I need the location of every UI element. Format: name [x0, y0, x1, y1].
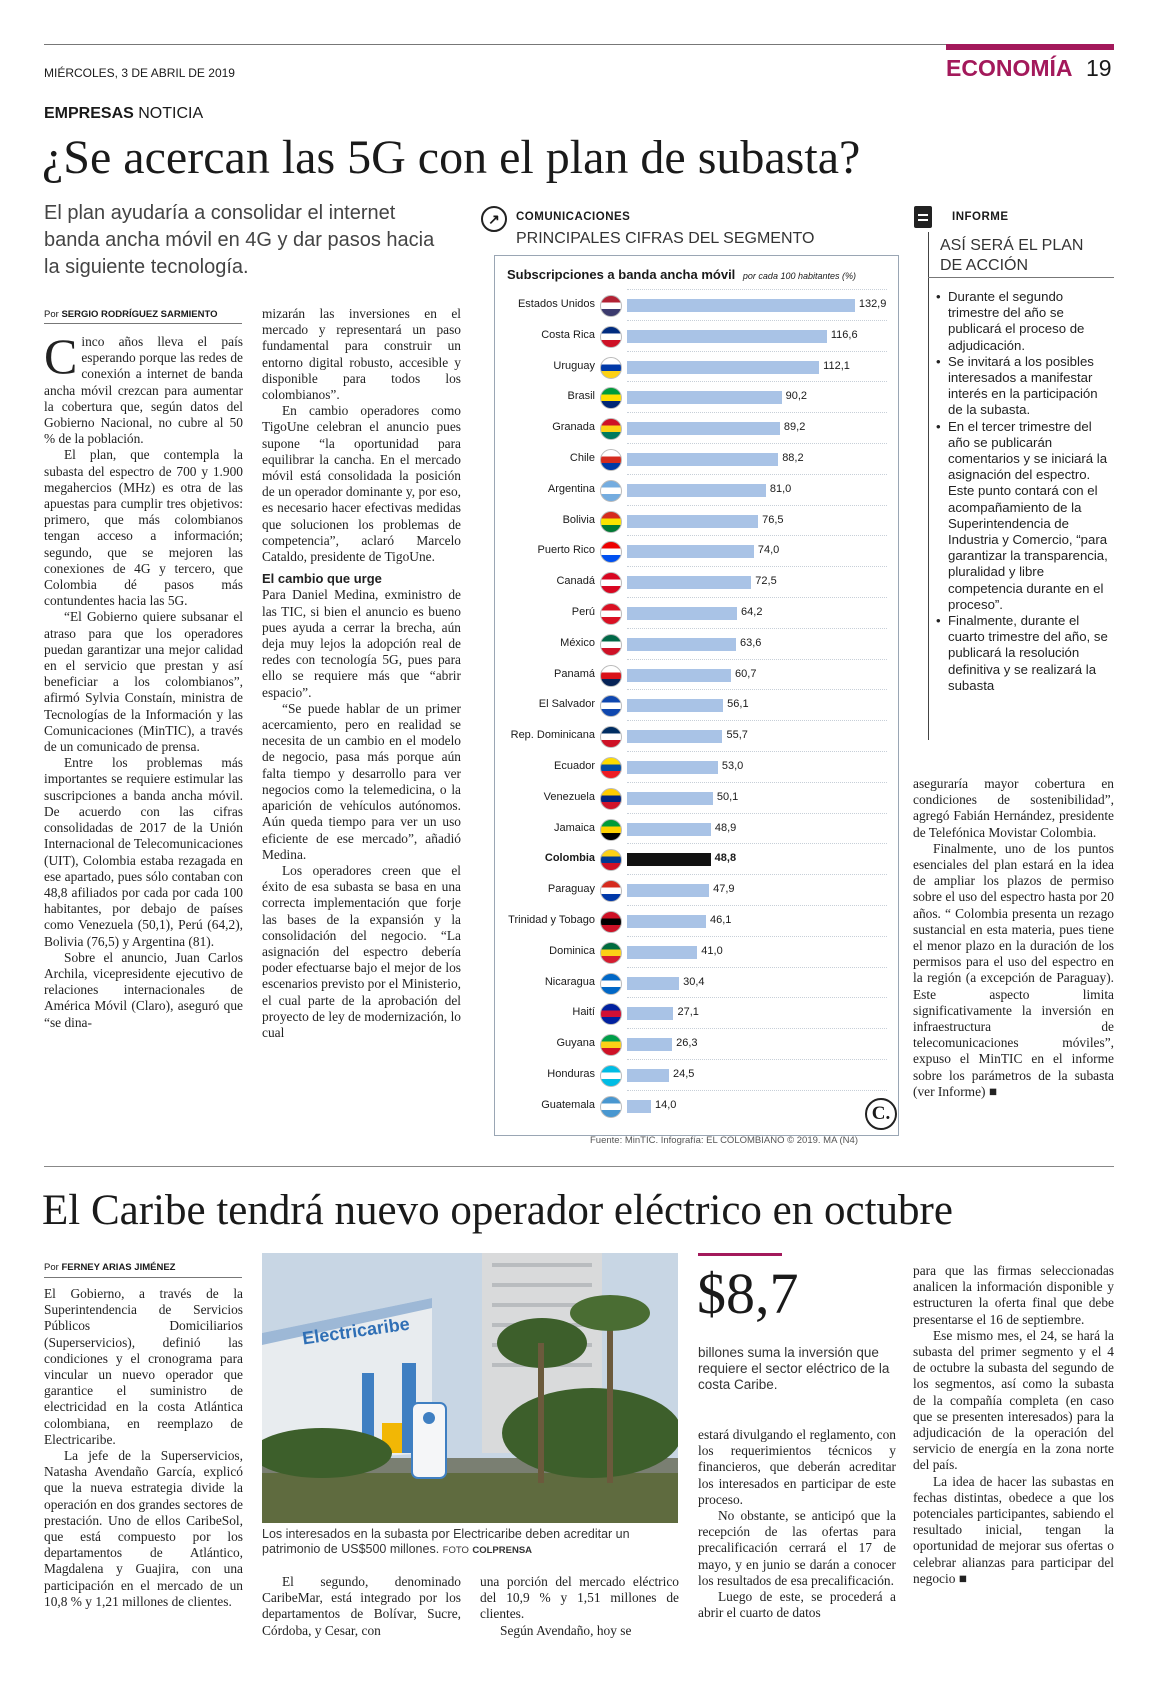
data-label: 30,4	[683, 975, 705, 988]
bar	[627, 607, 737, 620]
chart-row	[495, 689, 898, 720]
article2-column-4: estará divulgando el reglamento, con los requerimientos técnicos y financieros, que deberán acreditar los interesados en participar de este proceso. No obstante, se anticipó que la recepción de las ofertas para precalificación cerrará el 17 de mayo, y en junio se darán a conocer los resultados de esa precalificación. Luego de este, se procederá a abrir el cuarto de datos	[698, 1427, 896, 1621]
article-divider	[44, 1166, 1114, 1167]
grid-line	[627, 689, 887, 690]
data-label: 14,0	[655, 1098, 677, 1111]
byline-rule-2	[44, 1277, 242, 1278]
article-kicker	[44, 105, 203, 123]
flag-icon	[600, 788, 622, 810]
informe-kicker: INFORME	[952, 211, 1009, 223]
grid-line	[627, 535, 887, 536]
chart-row	[495, 628, 898, 659]
chart-row	[495, 474, 898, 505]
data-label: 72,5	[755, 575, 777, 588]
bar	[627, 946, 697, 959]
bar	[627, 1007, 673, 1020]
chart-row	[495, 505, 898, 536]
bar	[627, 299, 855, 312]
data-label: 41,0	[701, 944, 723, 957]
infographic-kicker: COMUNICACIONES	[516, 211, 631, 223]
chart-row	[495, 351, 898, 382]
bar	[627, 853, 711, 866]
informe-item: • En el tercer trimestre del año se publicarán comentarios y se iniciará la asignación del espectro. Este punto contará con el acompañamiento de la Superintendencia de Industria y Comercio, “para garantizar la transparencia, pluralidad y libre competencia durante en el proceso”.	[934, 419, 1114, 613]
chart-row	[495, 1028, 898, 1059]
data-label: 56,1	[727, 698, 749, 711]
grid-line	[627, 1028, 887, 1029]
informe-list	[934, 289, 1114, 694]
edition-date: MIÉRCOLES, 3 DE ABRIL DE 2019	[44, 66, 235, 80]
flag-icon	[600, 295, 622, 317]
bar	[627, 761, 718, 774]
data-label: 47,9	[713, 883, 735, 896]
author-name-2: FERNEY ARIAS JIMÉNEZ	[61, 1262, 176, 1273]
flag-icon	[600, 726, 622, 748]
grid-line	[627, 443, 887, 444]
kicker-bold: EMPRESAS	[44, 105, 134, 122]
bar	[627, 730, 722, 743]
chart-source: Fuente: MinTIC. Infografía: EL COLOMBIANO © 2019. MA (N4)	[590, 1135, 858, 1146]
data-label: 63,6	[740, 636, 762, 649]
data-label: 48,8	[714, 852, 737, 865]
category-label: Uruguay	[553, 359, 595, 372]
category-label: Puerto Rico	[537, 544, 595, 557]
document-icon	[914, 206, 932, 228]
flag-icon	[600, 973, 622, 995]
category-label: Brasil	[567, 390, 595, 403]
chart-row	[495, 813, 898, 844]
byline-2: Por FERNEY ARIAS JIMÉNEZ	[44, 1262, 176, 1273]
photo-caption: Los interesados en la subasta por Electricaribe deben acreditar un patrimonio de US$500 millones. FOTO COLPRENSA	[262, 1527, 630, 1556]
section-name: ECONOMÍA	[946, 55, 1073, 81]
data-label: 76,5	[762, 513, 784, 526]
photo-sign-text: Electricaribe	[301, 1313, 411, 1349]
bar	[627, 453, 778, 466]
page-number: 19	[1086, 55, 1112, 81]
flag-icon	[600, 603, 622, 625]
author-name: SERGIO RODRÍGUEZ SARMIENTO	[61, 309, 218, 320]
category-label: Canadá	[556, 575, 595, 588]
bar	[627, 638, 736, 651]
article2-column-2: El segundo, denominado CaribeMar, está integrado por los departamentos de Bolívar, Sucre, Córdoba, y Cesar, con	[262, 1574, 461, 1638]
flag-icon	[600, 1065, 622, 1087]
infographic-title: PRINCIPALES CIFRAS DEL SEGMENTO	[516, 230, 815, 247]
chart-row	[495, 320, 898, 351]
data-label: 74,0	[757, 544, 780, 557]
flag-icon	[600, 480, 622, 502]
category-label: México	[560, 636, 595, 649]
flag-icon	[600, 326, 622, 348]
chart-row	[495, 412, 898, 443]
informe-title-rule	[928, 277, 1114, 278]
grid-line	[627, 566, 887, 567]
category-label: Honduras	[547, 1068, 595, 1080]
flag-icon	[600, 911, 622, 933]
category-label: Estados Unidos	[517, 298, 595, 310]
informe-rule	[928, 232, 929, 740]
data-label: 50,1	[716, 790, 739, 803]
dropcap: C	[44, 328, 78, 384]
category-label: Paraguay	[547, 883, 595, 896]
category-label: Nicaragua	[544, 975, 595, 988]
category-label: Colombia	[544, 852, 595, 865]
category-label: Granada	[552, 421, 595, 434]
chart-row	[495, 289, 898, 320]
bar	[627, 484, 766, 497]
grid-line	[627, 1059, 887, 1060]
grid-line	[627, 813, 887, 814]
bar	[627, 545, 754, 558]
data-label: 48,9	[714, 821, 737, 834]
grid-line	[627, 1090, 887, 1091]
data-label: 60,7	[735, 667, 757, 680]
flag-icon	[600, 695, 622, 717]
flag-icon	[600, 1003, 622, 1025]
grid-line	[627, 320, 887, 321]
informe-item: • Se invitará a los posibles interesados a manifestar interés en la participación de la subasta.	[934, 354, 1114, 419]
bar	[627, 1100, 651, 1113]
bar	[627, 391, 782, 404]
category-label: Venezuela	[543, 790, 595, 803]
grid-line	[627, 843, 887, 844]
chart-row	[495, 597, 898, 628]
stat-accent-bar	[698, 1253, 782, 1256]
grid-line	[627, 936, 887, 937]
flag-icon	[600, 541, 622, 563]
data-label: 132,9	[858, 298, 887, 310]
chart-row	[495, 967, 898, 998]
data-label: 53,0	[721, 760, 744, 772]
kicker-type: NOTICIA	[138, 105, 204, 122]
category-label: Dominica	[549, 944, 595, 957]
chart-row	[495, 782, 898, 813]
grid-line	[627, 628, 887, 629]
grid-line	[627, 751, 887, 752]
byline-rule	[44, 323, 242, 324]
flag-icon	[600, 572, 622, 594]
stat-value: $8,7	[697, 1261, 799, 1326]
bar	[627, 823, 711, 836]
data-label: 90,2	[785, 390, 808, 403]
grid-line	[627, 659, 887, 660]
bar	[627, 1038, 672, 1051]
flag-icon	[600, 757, 622, 779]
grid-line	[627, 381, 887, 382]
grid-line	[627, 874, 887, 875]
bar-chart	[494, 255, 899, 1136]
grid-line	[627, 720, 887, 721]
data-label: 81,0	[769, 482, 792, 495]
flag-icon	[600, 634, 622, 656]
chart-row	[495, 843, 898, 874]
data-label: 89,2	[783, 421, 806, 434]
category-label: Haití	[572, 1006, 595, 1019]
category-label: Costa Rica	[541, 328, 595, 341]
flag-icon	[600, 449, 622, 471]
category-label: Ecuador	[554, 760, 595, 772]
flag-icon	[600, 942, 622, 964]
stat-text: billones suma la inversión que requiere el sector eléctrico de la costa Caribe.	[698, 1345, 890, 1392]
flag-icon	[600, 665, 622, 687]
flag-icon	[600, 511, 622, 533]
chart-row	[495, 443, 898, 474]
category-label: Trinidad y Tobago	[508, 914, 595, 926]
flag-icon	[600, 387, 622, 409]
category-label: El Salvador	[538, 698, 595, 711]
grid-line	[627, 474, 887, 475]
grid-line	[627, 905, 887, 906]
chart-row	[495, 659, 898, 690]
bar	[627, 330, 827, 343]
category-label: Perú	[571, 606, 595, 618]
grid-line	[627, 782, 887, 783]
grid-line	[627, 597, 887, 598]
flag-icon	[600, 880, 622, 902]
grid-line	[627, 412, 887, 413]
article1-column-1: Cinco años lleva el país esperando porque las redes de conexión a internet de banda ancha móvil crezcan para aumentar la cobertura que, según datos del Gobierno Nacional, no cubre al 50 % de la población. El plan, que contempla la subasta del espectro de 700 y 1.900 megahercios (MHz) es otra de las apuestas para cumplir tres objetivos: primero, que más colombianos tengan acceso a información; segundo, que se mejoren las conexiones de 4G y tercero, que Colombia dé pasos más contundentes hacia las 5G. “El Gobierno quiere subsanar el atraso para que los operadores puedan garantizar una mejor calidad en el servicio que prestan y así beneficiar a los colombianos”, afirmó Sylvia Constaín, ministra de Tecnologías de la Información y las Comunicaciones (MinTIC), a través de un comunicado de prensa. Entre los problemas más importantes se requiere estimular las suscripciones a banda ancha móvil. De acuerdo con las cifras consolidadas de 2017 de la Unión Internacional de Telecomunicaciones (UIT), Colombia estaba rezagada en ese apartado, pues sólo contaban con 48,8 afiliados por cada por cada 100 habitantes, por debajo de países como Venezuela (50,1), Perú (64,2), Bolivia (76,5) y Argentina (81). Sobre el anuncio, Juan Carlos Archila, vicepresidente ejecutivo de relaciones internacionales de América Móvil (Claro), aseguró que “se dina-	[44, 328, 243, 1030]
chart-row	[495, 535, 898, 566]
bar	[627, 669, 731, 682]
data-label: 26,3	[676, 1037, 698, 1050]
data-label: 88,2	[782, 452, 804, 464]
bar	[627, 915, 706, 928]
category-label: Jamaica	[554, 821, 595, 834]
informe-title: ASÍ SERÁ EL PLAN DE ACCIÓN	[940, 237, 1084, 274]
chart-row	[495, 381, 898, 412]
photo-illustration	[262, 1253, 678, 1523]
trend-icon: ↗	[481, 206, 507, 232]
flag-icon	[600, 1096, 622, 1118]
chart-row	[495, 751, 898, 782]
flag-icon	[600, 418, 622, 440]
grid-line	[627, 997, 887, 998]
chart-row	[495, 905, 898, 936]
category-label: Guatemala	[541, 1098, 595, 1111]
chart-row	[495, 1059, 898, 1090]
flag-icon	[600, 1034, 622, 1056]
grid-line	[627, 967, 887, 968]
bar	[627, 422, 780, 435]
category-label: Bolivia	[562, 513, 595, 526]
informe-item: • Durante el segundo trimestre del año se publicará el proceso de adjudicación.	[934, 289, 1114, 354]
data-label: 112,1	[823, 359, 850, 372]
grid-line	[627, 351, 887, 352]
flag-icon	[600, 819, 622, 841]
subtitle-1: El plan ayudaría a consolidar el internet banda ancha móvil en 4G y dar pasos hacia la siguiente tecnología.	[44, 202, 435, 278]
el-colombiano-logo: C.	[865, 1098, 897, 1130]
electricaribe-photo	[262, 1253, 678, 1523]
bar	[627, 792, 713, 805]
subhead-cambio: El cambio que urge	[262, 571, 382, 587]
chart-row	[495, 1090, 898, 1121]
chart-row	[495, 936, 898, 967]
flag-icon	[600, 357, 622, 379]
chart-subtitle: por cada 100 habitantes (%)	[742, 271, 856, 281]
article2-column-3: una porción del mercado eléctrico del 10,9 % y 1,51 millones de clientes. Según Avendaño, hoy se	[480, 1574, 679, 1638]
bar	[627, 699, 723, 712]
category-label: Chile	[569, 452, 595, 464]
bar	[627, 977, 679, 990]
article1-column-2: mizarán las inversiones en el mercado y representará un paso fundamental para construir un entorno digital robusto, accesible y disponible para todos los colombianos”. En cambio operadores como TigoUne celebran el anuncio pues supone “la oportunidad para equilibrar la cancha. En el mercado móvil está consolidada la posición de un operador dominante y, por eso, es necesario hacer efectivas medidas que solucionen los problemas de competencia”, aclaró Marcelo Cataldo, presidente de TigoUne. El cambio que urge Para Daniel Medina, exministro de las TIC, si bien el anuncio es bueno pues ayuda a cerrar la brecha, aún deja muy lejos la adopción real de redes con tecnología 5G, pues para ello se requiere más que “abrir espacio”. “Se puede hablar de un primer acercamiento, pero en realidad se necesita de un cambio en el modelo de negocio, pasa más porque aún falta tiempo y desarrollo para ver negocios como la telemedicina, o la aparición de vehículos autónomos. Aún queda tiempo para ver un uso eficiente de ese mercado”, añadió Medina. Los operadores creen que el éxito de esa subasta se basa en una correcta implementación que forje las bases de la expansión y la consolidación del negocio. “La asignación del espectro debería poder efectuarse bajo el mejor de los escenarios previsto por el Ministerio, el cual parte de la aprobación del proyecto de ley de modernización, lo cual	[262, 306, 461, 1040]
data-label: 55,7	[726, 729, 748, 742]
section-accent-bar	[946, 44, 1114, 50]
bar	[627, 361, 819, 374]
data-label: 27,1	[677, 1006, 699, 1019]
flag-icon	[600, 849, 622, 871]
category-label: Argentina	[547, 482, 595, 495]
bar	[627, 1069, 669, 1082]
bar	[627, 576, 751, 589]
chart-row	[495, 720, 898, 751]
chart-row	[495, 874, 898, 905]
category-label: Rep. Dominicana	[510, 729, 595, 742]
headline-1: ¿Se acercan las 5G con el plan de subasta?	[42, 131, 861, 184]
data-label: 24,5	[673, 1068, 695, 1080]
chart-row	[495, 566, 898, 597]
category-label: Guyana	[556, 1037, 595, 1050]
chart-title: Subscripciones a banda ancha móvil por cada 100 habitantes (%)	[507, 267, 856, 282]
data-label: 46,1	[710, 914, 732, 926]
headline-2: El Caribe tendrá nuevo operador eléctrico en octubre	[42, 1187, 953, 1234]
bar	[627, 515, 758, 528]
category-label: Panamá	[554, 667, 595, 680]
grid-line	[627, 505, 887, 506]
data-label: 116,6	[830, 328, 858, 341]
bar	[627, 884, 709, 897]
informe-item: • Finalmente, durante el cuarto trimestre del año, se publicará la resolución definitiva y se realizará la subasta	[934, 613, 1114, 694]
grid-line	[627, 289, 887, 290]
article2-column-5: para que las firmas seleccionadas analicen la información disponible y estructuren la oferta final que debe presentarse el 16 de septiembre. Ese mismo mes, el 24, se hará la subasta del primer segmento y el 4 de octubre la subasta del segundo de los segmentos, así como la subasta de la compañía completa (en caso que se presenten interesados) para la adjudicación de la operación del servicio de energía en la zona norte del país. La idea de hacer las subastas en fechas distintas, obedece a que los potenciales participantes, sabiendo el resultado inicial, tengan la oportunidad de mejorar sus ofertas o celebrar alianzas para participar del negocio ■	[913, 1263, 1114, 1586]
article2-column-1: El Gobierno, a través de la Superintendencia de Servicios Públicos Domiciliarios (Superservicios), definió las condiciones y el cronograma para vincular un nuevo operador que garantice el suministro de electricidad en la costa Atlántica colombiana, en reemplazo de Electricaribe. La jefe de la Superservicios, Natasha Avendaño García, explicó que la nueva estrategia divide la operación en dos grandes sectores de prestación. Uno de ellos CaribeSol, que está compuesto por los departamentos de Atlántico, Magdalena y Guajira, con una participación en el mercado de un 10,8 % y 1,21 millones de clientes.	[44, 1286, 243, 1609]
chart-row	[495, 997, 898, 1028]
article1-column-4: aseguraría mayor cobertura en condiciones de sostenibilidad”, agregó Fabián Hernández, presidente de Telefónica Movistar Colombia. Finalmente, uno de los puntos esenciales del plan estará en la idea de ampliar los plazos de permiso sobre el uso del espectro hasta por 20 años. “ Colombia presenta un rezago sustancial en esta materia, pues tiene el menor plazo en la duración de los permisos para el uso del espectro en la región (a excepción de Paraguay). Este aspecto limita significativamente la inversión en infraestructura de telecomunicaciones móviles”, expuso el MinTIC en el informe sobre los parámetros de la subasta (ver Informe) ■	[913, 776, 1114, 1099]
data-label: 64,2	[741, 606, 763, 618]
byline-1: Por SERGIO RODRÍGUEZ SARMIENTO	[44, 309, 218, 320]
